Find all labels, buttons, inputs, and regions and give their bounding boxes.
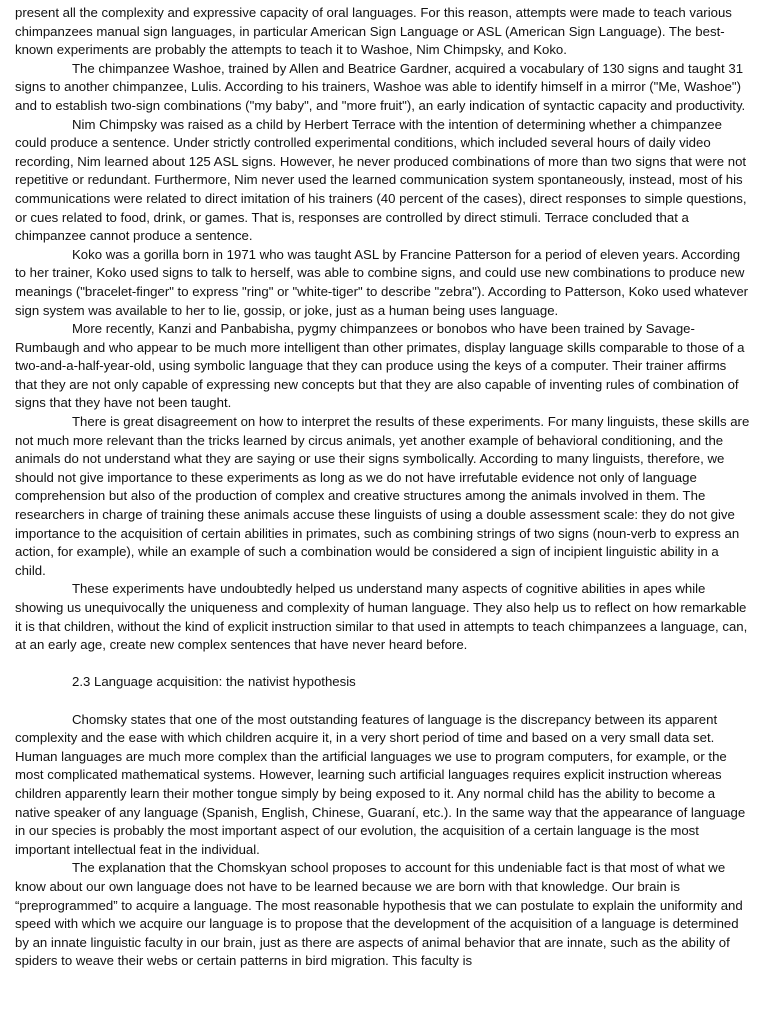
paragraph-chomsky-discrepancy: Chomsky states that one of the most outstanding features of language is the discrepancy between its apparent complexity and the ease with which children acquire it, in a very short period of time and based on a very small data set. Human languages are much more complex than the artificial languages we use to program computers, for example, or the most complicated mathematical systems. However, learning such artificial languages requires explicit instruction whereas children apparently learn their mother tongue simply by being exposed to it. Any normal child has the ability to become a native speaker of any language (Spanish, English, Chinese, Guaraní, etc.). In the same way that the appearance of language in our species is probably the most important aspect of our evolution, the acquisition of a certain language is the most important intellectual feat in the individual. <box>15 711 746 857</box>
section-heading: 2.3 Language acquisition: the nativist hypothesis <box>72 674 356 690</box>
paragraph-nim-chimpsky: Nim Chimpsky was raised as a child by Herbert Terrace with the intention of determining whether a chimpanzee could produce a sentence. Under strictly controlled experimental conditions, which included several hours of daily video recording, Nim learned about 125 ASL signs. However, he never produced combinations of more than two signs that were not repetitive or redundant. Furthermore, Nim never used the learned communication system spontaneously, instead, most of his communications were related to direct imitation of his trainers (40 percent of the cases), direct responses to simple questions, or cues related to food, drink, or games. That is, responses are controlled by direct stimuli. Terrace concluded that a chimpanzee cannot produce a sentence. <box>15 116 747 244</box>
spacer <box>15 655 750 674</box>
paragraph-sign-languages-intro: present all the complexity and expressive capacity of oral languages. For this reason, attempts were made to teach various chimpanzees manual sign languages, in particular American Sign Language or ASL (American Sign Language). The best-known experiments are probably the attempts to teach it to Washoe, Nim Chimpsky, and Koko. <box>15 5 732 58</box>
paragraph-chomskyan-explanation: The explanation that the Chomskyan school proposes to account for this undeniable fact is that most of what we know about our own language does not have to be learned because we are born with that knowledge. Our brain is “preprogrammed” to acquire a language. The most reasonable hypothesis that we can postulate to explain the uniformity and speed with which we acquire our language is to propose that the development of the acquisition of a language is determined by an innate linguistic faculty in our brain, just as there are aspects of animal behavior that are innate, such as the ability of spiders to weave their webs or certain patterns in bird migration. This faculty is <box>15 860 743 969</box>
paragraph-conclusion: These experiments have undoubtedly helped us understand many aspects of cognitive abilities in apes while showing us unequivocally the uniqueness and complexity of human language. They also help us to reflect on how remarkable it is that children, without the kind of explicit instruction similar to that used in attempts to teach chimpanzees a language, can, at an early age, create new complex sentences that have never heard before. <box>15 581 748 653</box>
paragraph-washoe: The chimpanzee Washoe, trained by Allen and Beatrice Gardner, acquired a vocabulary of 130 signs and taught 31 signs to another chimpanzee, Lulis. According to his trainers, Washoe was able to identify himself in a mirror ("Me, Washoe") and to establish two-sign combinations ("my baby", and "more fruit"), an early indication of syntactic capacity and productivity. <box>15 60 746 113</box>
spacer <box>15 692 750 711</box>
paragraph-koko: Koko was a gorilla born in 1971 who was taught ASL by Francine Patterson for a period of eleven years. According to her trainer, Koko used signs to talk to herself, was able to combine signs, and could use new combinations to produce new meanings ("bracelet-finger" to express "ring" or "white-tiger" to describe "zebra"). According to Patterson, Koko used whatever sign system was available to her to lie, gossip, or joke, just as a human being uses language. <box>15 246 749 318</box>
document-page <box>15 4 750 971</box>
paragraph-disagreement: There is great disagreement on how to interpret the results of these experiments. For many linguists, these skills are not much more relevant than the tricks learned by circus animals, yet another example of behavioral conditioning, and the animals do not understand what they are saying or use their signs symbolically. According to many linguists, therefore, we should not give importance to these experiments as long as we do not have irrefutable evidence not only of language comprehension but also of the production of complex and creative structures among the animals involved in them. The researchers in charge of training these animals accuse these linguists of using a double assessment scale: they do not give importance to the acquisition of certain abilities in primates, such as combining strings of two signs (noun-verb to express an action, for example), while an example of such a combination would be considered a sign of incipient linguistic ability in a child. <box>15 414 750 578</box>
paragraph-kanzi-panbabisha: More recently, Kanzi and Panbabisha, pygmy chimpanzees or bonobos who have been trained by Savage-Rumbaugh and who appear to be much more intelligent than other primates, display language skills comparable to those of a two-and-a-half-year-old, using symbolic language that they can produce using the keys of a computer. Their trainer affirms that they are not only capable of expressing new concepts but that they are also capable of inventing rules of combination of signs that they have not been taught. <box>15 321 745 411</box>
